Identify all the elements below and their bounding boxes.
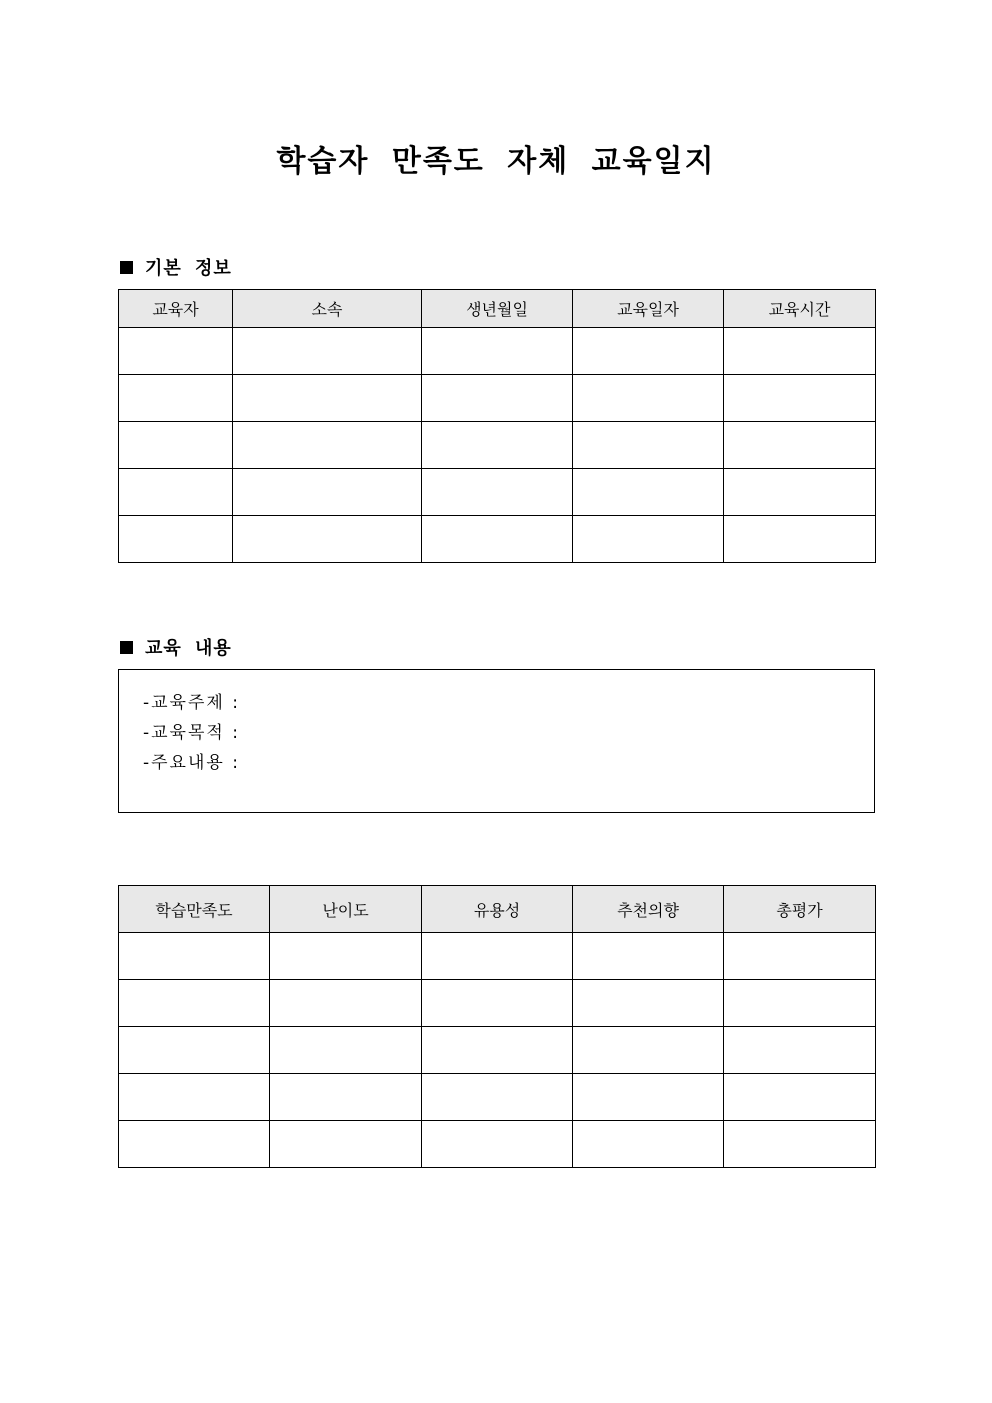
page-title: 학습자 만족도 자체 교육일지 [276, 144, 716, 179]
table-row [119, 933, 876, 980]
table-cell[interactable] [270, 1074, 422, 1121]
table-cell[interactable] [573, 1074, 724, 1121]
square-bullet-icon [120, 641, 133, 654]
table-cell[interactable] [119, 1027, 270, 1074]
header-education-time: 교육시간 [724, 290, 876, 328]
table-cell[interactable] [422, 1121, 573, 1168]
content-field-purpose: -교육목적 : [143, 723, 240, 743]
table-header-row [119, 886, 876, 933]
table-row [119, 1121, 876, 1168]
table-cell[interactable] [119, 516, 233, 563]
table-cell[interactable] [422, 469, 573, 516]
table-cell[interactable] [270, 1027, 422, 1074]
table-cell[interactable] [270, 933, 422, 980]
table-cell[interactable] [573, 328, 724, 375]
education-content-box[interactable] [118, 669, 875, 813]
table-cell[interactable] [119, 422, 233, 469]
table-cell[interactable] [233, 328, 422, 375]
section-heading-label: 교육 내용 [145, 638, 232, 659]
table-cell[interactable] [573, 422, 724, 469]
table-cell[interactable] [422, 516, 573, 563]
table-cell[interactable] [573, 375, 724, 422]
table-cell[interactable] [573, 980, 724, 1027]
table-cell[interactable] [422, 980, 573, 1027]
table-cell[interactable] [724, 516, 876, 563]
header-learner-satisfaction: 학습만족도 [119, 886, 270, 933]
table-cell[interactable] [119, 933, 270, 980]
square-bullet-icon [120, 261, 133, 274]
table-row [119, 1074, 876, 1121]
table-cell[interactable] [573, 1121, 724, 1168]
evaluation-table [118, 885, 876, 1168]
table-cell[interactable] [724, 328, 876, 375]
table-cell[interactable] [233, 469, 422, 516]
table-header-row [119, 290, 876, 328]
table-cell[interactable] [573, 1027, 724, 1074]
header-birthdate: 생년월일 [422, 290, 573, 328]
table-cell[interactable] [724, 375, 876, 422]
table-cell[interactable] [119, 1074, 270, 1121]
header-usefulness: 유용성 [422, 886, 573, 933]
header-education-date: 교육일자 [573, 290, 724, 328]
table-cell[interactable] [422, 933, 573, 980]
table-row [119, 375, 876, 422]
table-row [119, 1027, 876, 1074]
table-cell[interactable] [119, 980, 270, 1027]
header-affiliation: 소속 [233, 290, 422, 328]
table-row [119, 516, 876, 563]
table-cell[interactable] [270, 1121, 422, 1168]
table-cell[interactable] [119, 328, 233, 375]
table-cell[interactable] [724, 469, 876, 516]
table-cell[interactable] [422, 1027, 573, 1074]
table-cell[interactable] [119, 469, 233, 516]
section-heading-basic-info [120, 254, 232, 280]
table-cell[interactable] [724, 1074, 876, 1121]
table-cell[interactable] [724, 980, 876, 1027]
table-cell[interactable] [573, 516, 724, 563]
header-difficulty: 난이도 [270, 886, 422, 933]
table-cell[interactable] [724, 933, 876, 980]
table-cell[interactable] [270, 980, 422, 1027]
header-recommendation: 추천의향 [573, 886, 724, 933]
table-row [119, 469, 876, 516]
header-overall-rating: 총평가 [724, 886, 876, 933]
table-cell[interactable] [233, 422, 422, 469]
table-cell[interactable] [573, 469, 724, 516]
table-cell[interactable] [724, 422, 876, 469]
content-field-topic: -교육주제 : [143, 693, 240, 713]
header-educator: 교육자 [119, 290, 233, 328]
table-cell[interactable] [233, 375, 422, 422]
table-cell[interactable] [573, 933, 724, 980]
table-row [119, 422, 876, 469]
table-row [119, 980, 876, 1027]
section-heading-education-content [120, 634, 232, 660]
table-cell[interactable] [233, 516, 422, 563]
table-cell[interactable] [422, 328, 573, 375]
section-heading-label: 기본 정보 [145, 258, 232, 279]
table-cell[interactable] [119, 1121, 270, 1168]
content-field-main-content: -주요내용 : [143, 753, 240, 773]
content-field-list [143, 690, 240, 780]
table-cell[interactable] [119, 375, 233, 422]
table-cell[interactable] [724, 1121, 876, 1168]
table-cell[interactable] [724, 1027, 876, 1074]
table-cell[interactable] [422, 1074, 573, 1121]
table-cell[interactable] [422, 375, 573, 422]
table-cell[interactable] [422, 422, 573, 469]
table-row [119, 328, 876, 375]
basic-info-table [118, 289, 876, 563]
